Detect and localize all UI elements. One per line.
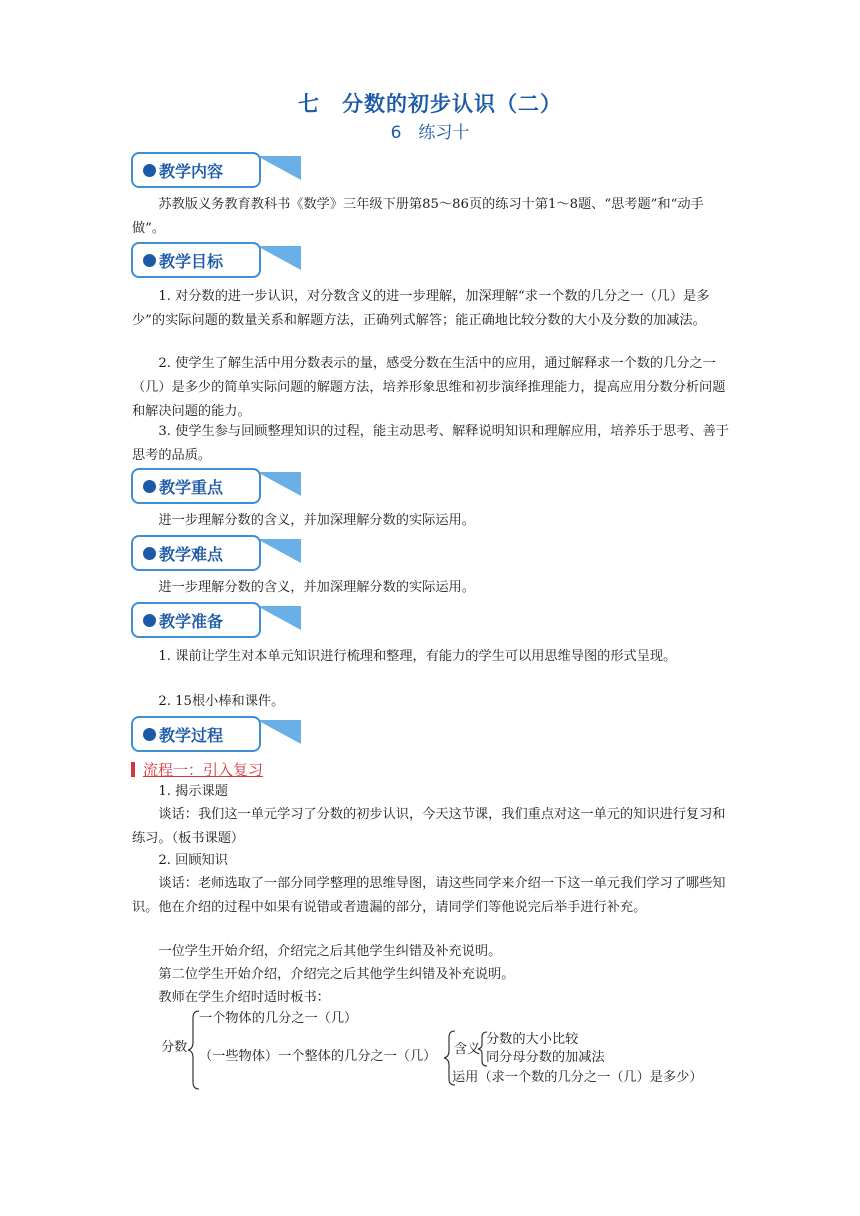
diagram-branch-1: 一个物体的几分之一（几）	[199, 1011, 358, 1026]
diagram-branch-2: （一些物体）一个整体的几分之一（几）	[199, 1049, 437, 1064]
flow-heading	[131, 759, 263, 780]
page-subtitle: 6 练习十	[390, 123, 470, 143]
section-title: 教学难点	[159, 544, 224, 564]
bullet-dot-icon	[143, 547, 156, 560]
process-paragraph: 第二位学生开始介绍，介绍完之后其他学生纠错及补充说明。	[158, 967, 515, 982]
section-header-goals	[131, 242, 301, 282]
process-step-heading-1: 1. 揭示课题	[158, 784, 228, 799]
goal-paragraph-2: 2. 使学生了解生活中用分数表示的量，感受分数在生活中的应用，通过解释求一个数的几分之一（几）是多少的简单实际问题的解题方法，培养形象思维和初步演绎推理能力，提高应用分数分析问题和解决问题的能力。	[132, 356, 726, 419]
prep-paragraph-2: 2. 15根小棒和课件。	[158, 694, 285, 709]
header-ribbon-decoration	[257, 246, 301, 270]
bullet-dot-icon	[143, 164, 156, 177]
bullet-dot-icon	[143, 480, 156, 493]
process-paragraph: 谈话：我们这一单元学习了分数的初步认识，今天这节课，我们重点对这一单元的知识进行复习和练习。（板书课题）	[132, 807, 726, 846]
diagram-usage: 运用（求一个数的几分之一（几）是多少）	[452, 1070, 703, 1085]
difficulty-paragraph: 进一步理解分数的含义，并加深理解分数的实际运用。	[158, 580, 475, 595]
prep-paragraph-1: 1. 课前让学生对本单元知识进行梳理和整理，有能力的学生可以用思维导图的形式呈现。	[158, 649, 677, 664]
content-paragraph: 苏教版义务教育教科书《数学》三年级下册第85～86页的练习十第1～8题、“思考题”和“动手做”。	[132, 197, 704, 236]
section-header-key	[131, 468, 301, 508]
section-title: 教学目标	[159, 251, 224, 271]
flow-bar-icon	[131, 762, 135, 777]
flow-heading-text: 流程一：引入复习	[143, 761, 264, 779]
process-step-heading-2: 2. 回顾知识	[158, 853, 228, 868]
bullet-dot-icon	[143, 728, 156, 741]
section-header-prep	[131, 602, 301, 642]
header-ribbon-decoration	[257, 472, 301, 496]
process-paragraph: 谈话：老师选取了一部分同学整理的思维导图，请这些同学来介绍一下这一单元我们学习了哪些知识。他在介绍的过程中如果有说错或者遗漏的部分，请同学们等他说完后举手进行补充。	[132, 876, 726, 915]
diagram-root: 分数	[161, 1040, 188, 1055]
section-title: 教学重点	[159, 477, 224, 497]
diagram-meaning-1: 分数的大小比较	[486, 1032, 579, 1047]
section-title: 教学准备	[159, 611, 224, 631]
goal-paragraph-1: 1. 对分数的进一步认识，对分数含义的进一步理解，加深理解“求一个数的几分之一（几）是多少”的实际问题的数量关系和解题方法，正确列式解答；能正确地比较分数的大小及分数的加减法。	[132, 289, 710, 328]
section-header-content	[131, 152, 301, 192]
bullet-dot-icon	[143, 254, 156, 267]
bullet-dot-icon	[143, 614, 156, 627]
section-title: 教学内容	[159, 161, 224, 181]
header-ribbon-decoration	[257, 156, 301, 180]
section-header-difficulty	[131, 535, 301, 575]
key-paragraph: 进一步理解分数的含义，并加深理解分数的实际运用。	[158, 513, 475, 528]
header-ribbon-decoration	[257, 606, 301, 630]
process-paragraph: 一位学生开始介绍，介绍完之后其他学生纠错及补充说明。	[158, 944, 502, 959]
diagram-meaning-2: 同分母分数的加减法	[486, 1050, 605, 1065]
goal-paragraph-3: 3. 使学生参与回顾整理知识的过程，能主动思考、解释说明知识和理解应用，培养乐于思考、善于思考的品质。	[132, 424, 730, 463]
header-ribbon-decoration	[257, 720, 301, 744]
page-title: 七 分数的初步认识（二）	[298, 92, 562, 116]
header-ribbon-decoration	[257, 539, 301, 563]
diagram-meaning: 含义	[454, 1042, 481, 1057]
section-title: 教学过程	[159, 725, 224, 745]
section-header-process	[131, 716, 301, 756]
process-paragraph: 教师在学生介绍时适时板书：	[158, 990, 330, 1005]
